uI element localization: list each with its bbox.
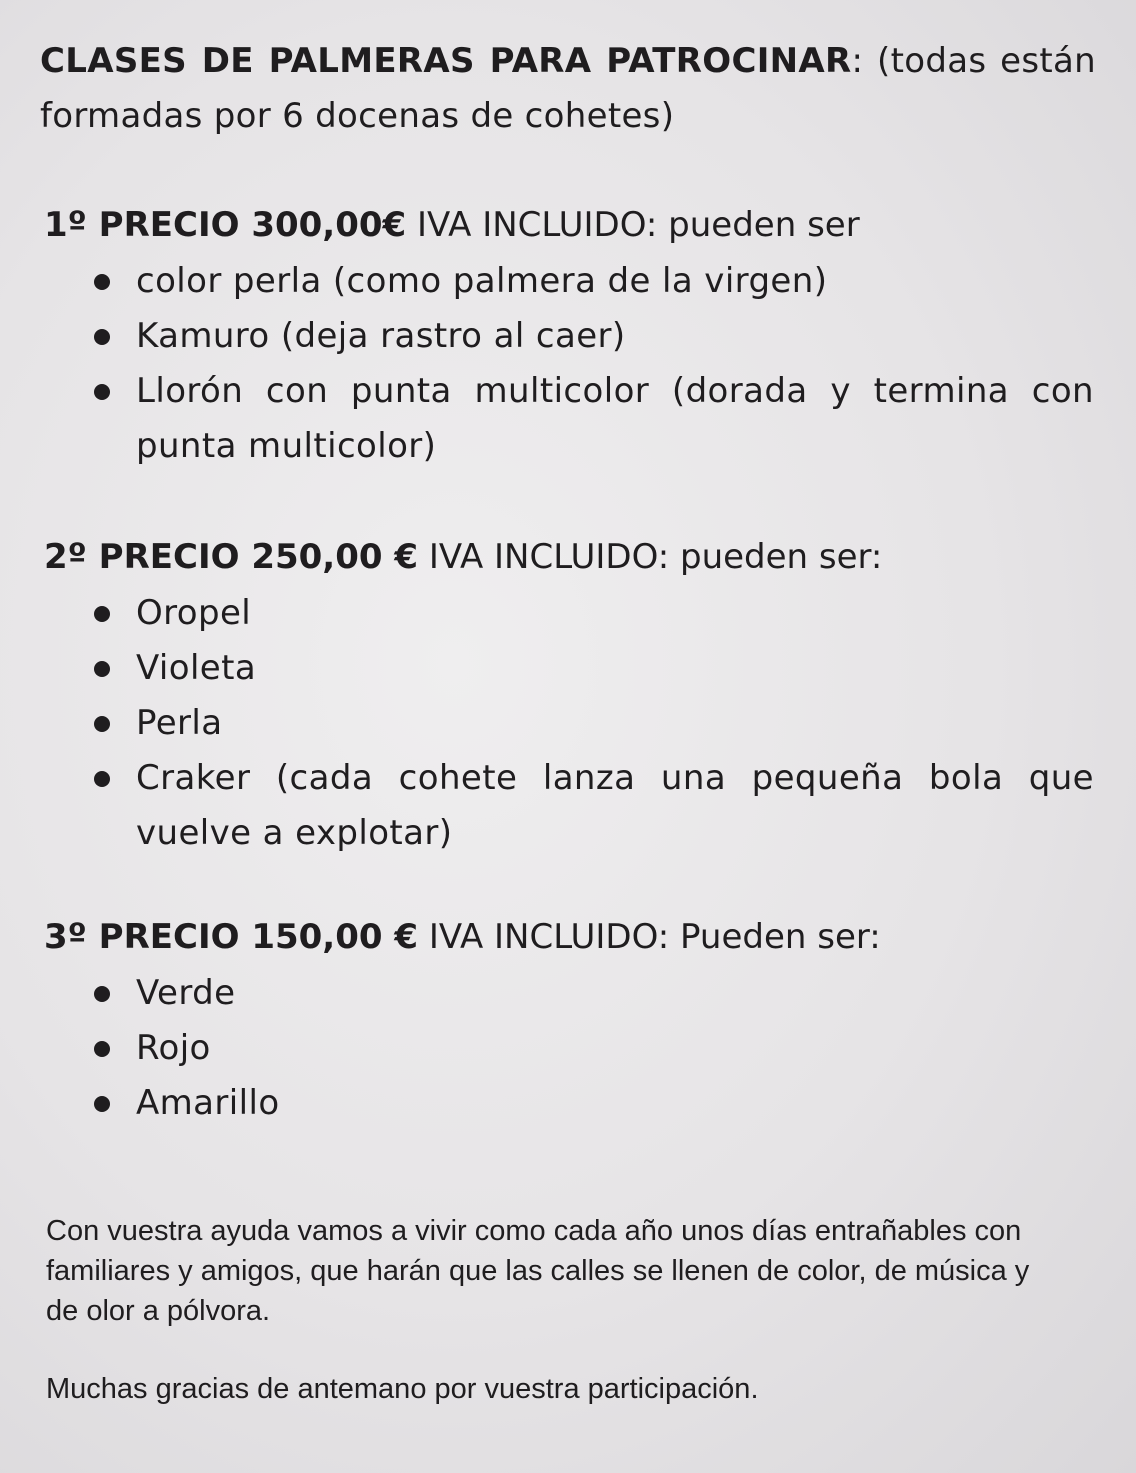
bullet-icon xyxy=(94,1041,110,1057)
bullet-icon xyxy=(94,716,110,732)
section-heading xyxy=(44,912,1094,962)
section-heading xyxy=(44,200,1094,250)
item-text: Perla xyxy=(136,703,223,743)
list-item xyxy=(44,1076,1094,1131)
list-item xyxy=(44,364,1094,474)
item-text: Rojo xyxy=(136,1028,211,1068)
section-heading xyxy=(44,532,1094,582)
bullet-icon xyxy=(94,986,110,1002)
thanks-line: Muchas gracias de antemano por vuestra participación. xyxy=(46,1373,759,1405)
list-item xyxy=(44,586,1094,641)
list-item xyxy=(44,641,1094,696)
option-list xyxy=(44,966,1094,1131)
list-item xyxy=(44,254,1094,309)
bullet-icon xyxy=(94,274,110,290)
item-text: Amarillo xyxy=(136,1083,280,1123)
list-item xyxy=(44,966,1094,1021)
intro-title: CLASES DE PALMERAS PARA PATROCINAR xyxy=(40,41,852,81)
bullet-icon xyxy=(94,384,110,400)
closing-paragraph: Con vuestra ayuda vamos a vivir como cada año unos días entrañables con familiares y amigos, que harán que las calles se llenen de color, de música y de olor a pólvora. xyxy=(46,1215,1030,1327)
item-text: Craker (cada cohete lanza una pequeña bola que vuelve a explotar) xyxy=(136,758,1094,853)
section-price: 3º PRECIO 150,00 € xyxy=(44,917,419,957)
bullet-icon xyxy=(94,329,110,345)
bullet-icon xyxy=(94,661,110,677)
price-section-1 xyxy=(44,200,1094,474)
item-text: Violeta xyxy=(136,648,257,688)
list-item xyxy=(44,696,1094,751)
item-text: Llorón con punta multicolor (dorada y termina con punta multicolor) xyxy=(136,371,1094,466)
intro-note: : (todas están formadas por 6 docenas de cohetes) xyxy=(40,41,1096,136)
list-item xyxy=(44,1021,1094,1076)
option-list xyxy=(44,254,1094,474)
item-text: Kamuro (deja rastro al caer) xyxy=(136,316,626,356)
section-label: IVA INCLUIDO: Pueden ser: xyxy=(418,917,881,957)
item-text: color perla (como palmera de la virgen) xyxy=(136,261,828,301)
section-label: IVA INCLUIDO: pueden ser xyxy=(406,205,860,245)
bullet-icon xyxy=(94,771,110,787)
bullet-icon xyxy=(94,606,110,622)
price-section-2 xyxy=(44,532,1094,861)
list-item xyxy=(44,309,1094,364)
section-label: IVA INCLUIDO: pueden ser: xyxy=(418,537,883,577)
bullet-icon xyxy=(94,1096,110,1112)
section-price: 1º PRECIO 300,00€ xyxy=(44,205,407,245)
option-list xyxy=(44,586,1094,861)
price-section-3 xyxy=(44,912,1094,1131)
section-price: 2º PRECIO 250,00 € xyxy=(44,537,419,577)
item-text: Verde xyxy=(136,973,236,1013)
intro-paragraph xyxy=(40,34,1096,144)
list-item xyxy=(44,751,1094,861)
item-text: Oropel xyxy=(136,593,252,633)
